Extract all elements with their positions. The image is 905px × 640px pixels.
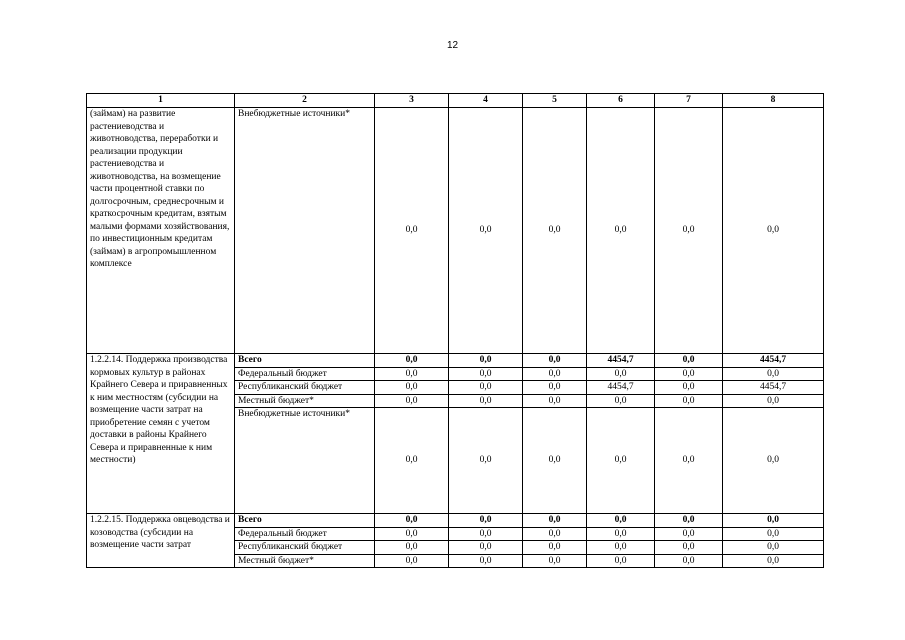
- measure-description: 1.2.2.15. Поддержка овцеводства и козоводства (субсидии на возмещение части затрат: [87, 514, 235, 568]
- funding-source: Местный бюджет*: [235, 394, 375, 408]
- value-cell: 0,0: [449, 354, 523, 368]
- measure-description: (займам) на развитие растениеводства и животноводства, переработки и реализации продукции растениеводства и животноводства, на возмещение части процентной ставки по долгосрочным, среднесрочным и краткосрочным кредитам, взятым малыми формами хозяйствования, по инвестиционным кредитам (займам) в агропромышленном комплексе: [87, 108, 235, 354]
- column-header: 2: [235, 94, 375, 108]
- column-header: 1: [87, 94, 235, 108]
- value-cell: 0,0: [723, 527, 824, 541]
- table-row: [87, 354, 824, 368]
- value-cell: 0,0: [587, 541, 655, 555]
- value-cell: 0,0: [587, 367, 655, 381]
- value-cell: 0,0: [449, 541, 523, 555]
- value-cell: 0,0: [375, 541, 449, 555]
- funding-source: Внебюджетные источники*: [235, 108, 375, 354]
- value-cell: 0,0: [655, 381, 723, 395]
- value-cell: 0,0: [723, 554, 824, 568]
- value-cell: 0,0: [523, 541, 587, 555]
- column-header: 3: [375, 94, 449, 108]
- value-cell: 0,0: [587, 527, 655, 541]
- column-header: 7: [655, 94, 723, 108]
- value-cell: 4454,7: [723, 381, 824, 395]
- measure-description: 1.2.2.14. Поддержка производства кормовых культур в районах Крайнего Севера и приравненных к ним местностям (субсидии на возмещение части затрат на приобретение семян с учетом доставки в районы Крайнего Севера и приравненные к ним местности): [87, 354, 235, 514]
- value-cell: 0,0: [375, 354, 449, 368]
- value-cell: 0,0: [723, 108, 824, 354]
- funding-source: Местный бюджет*: [235, 554, 375, 568]
- value-cell: 0,0: [587, 108, 655, 354]
- value-cell: 0,0: [375, 381, 449, 395]
- funding-source: Внебюджетные источники*: [235, 408, 375, 514]
- page-number: 12: [446, 40, 459, 51]
- value-cell: 0,0: [375, 108, 449, 354]
- value-cell: 4454,7: [723, 354, 824, 368]
- value-cell: 0,0: [655, 367, 723, 381]
- funding-source: Федеральный бюджет: [235, 367, 375, 381]
- value-cell: 0,0: [523, 394, 587, 408]
- value-cell: 0,0: [375, 408, 449, 514]
- value-cell: 0,0: [587, 394, 655, 408]
- funding-source: Всего: [235, 354, 375, 368]
- value-cell: 0,0: [723, 367, 824, 381]
- value-cell: 0,0: [449, 408, 523, 514]
- value-cell: 4454,7: [587, 354, 655, 368]
- value-cell: 0,0: [449, 394, 523, 408]
- value-cell: 0,0: [523, 527, 587, 541]
- value-cell: 0,0: [655, 554, 723, 568]
- column-header: 4: [449, 94, 523, 108]
- value-cell: 0,0: [655, 514, 723, 528]
- value-cell: 0,0: [523, 514, 587, 528]
- funding-source: Республиканский бюджет: [235, 381, 375, 395]
- funding-source: Федеральный бюджет: [235, 527, 375, 541]
- value-cell: 0,0: [723, 541, 824, 555]
- value-cell: 0,0: [723, 408, 824, 514]
- value-cell: 0,0: [449, 108, 523, 354]
- value-cell: 0,0: [655, 108, 723, 354]
- table-row: [87, 108, 824, 354]
- value-cell: 0,0: [655, 541, 723, 555]
- funding-source: Республиканский бюджет: [235, 541, 375, 555]
- column-header: 6: [587, 94, 655, 108]
- value-cell: 0,0: [655, 394, 723, 408]
- column-header: 8: [723, 94, 824, 108]
- column-header: 5: [523, 94, 587, 108]
- value-cell: 0,0: [655, 408, 723, 514]
- value-cell: 0,0: [449, 554, 523, 568]
- value-cell: 0,0: [723, 514, 824, 528]
- value-cell: 4454,7: [587, 381, 655, 395]
- funding-table: [86, 93, 824, 568]
- value-cell: 0,0: [375, 367, 449, 381]
- table-row: [87, 514, 824, 528]
- value-cell: 0,0: [375, 394, 449, 408]
- value-cell: 0,0: [655, 354, 723, 368]
- header-row: [87, 94, 824, 108]
- value-cell: 0,0: [449, 367, 523, 381]
- value-cell: 0,0: [523, 354, 587, 368]
- value-cell: 0,0: [523, 381, 587, 395]
- value-cell: 0,0: [449, 381, 523, 395]
- value-cell: 0,0: [587, 514, 655, 528]
- funding-source: Всего: [235, 514, 375, 528]
- value-cell: 0,0: [449, 527, 523, 541]
- value-cell: 0,0: [523, 108, 587, 354]
- value-cell: 0,0: [587, 408, 655, 514]
- value-cell: 0,0: [723, 394, 824, 408]
- value-cell: 0,0: [375, 514, 449, 528]
- value-cell: 0,0: [523, 554, 587, 568]
- value-cell: 0,0: [375, 527, 449, 541]
- value-cell: 0,0: [523, 367, 587, 381]
- value-cell: 0,0: [655, 527, 723, 541]
- value-cell: 0,0: [449, 514, 523, 528]
- value-cell: 0,0: [587, 554, 655, 568]
- value-cell: 0,0: [523, 408, 587, 514]
- value-cell: 0,0: [375, 554, 449, 568]
